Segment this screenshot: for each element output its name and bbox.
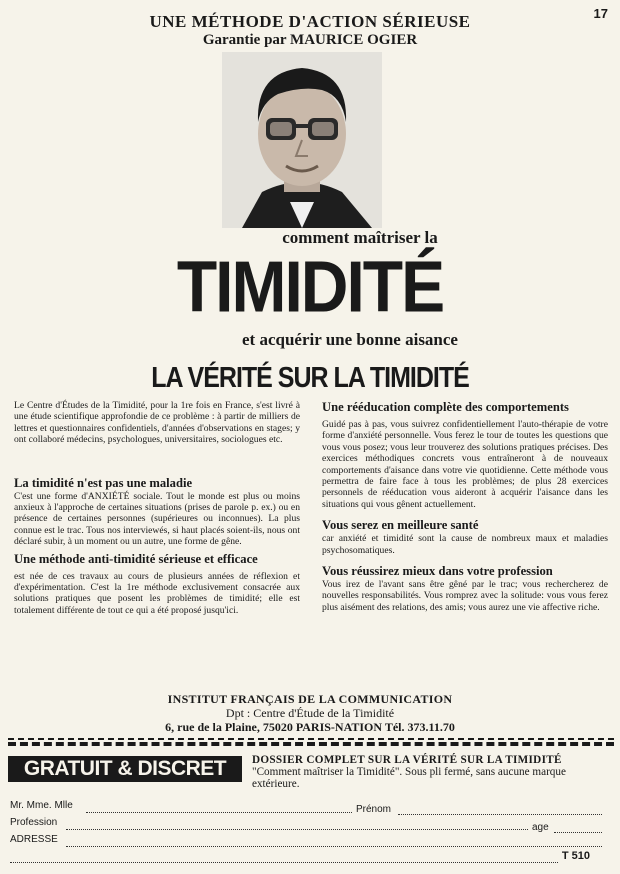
right-column xyxy=(322,400,608,613)
heading-method: Une méthode anti-timidité sérieuse et efficace xyxy=(14,551,258,566)
name-field[interactable] xyxy=(86,812,352,813)
institute-name: INSTITUT FRANÇAIS DE LA COMMUNICATION xyxy=(167,692,453,706)
paragraph-health: car anxiété et timidité sont la cause de nombreux maux et maladies psychosomatiques. xyxy=(322,533,608,556)
address-field[interactable] xyxy=(66,846,602,847)
header-line-1: UNE MÉTHODE D'ACTION SÉRIEUSE xyxy=(149,12,471,31)
label-profession: Profession xyxy=(10,817,58,828)
paragraph-not-disease: C'est une forme d'ANXIÉTÉ sociale. Tout le monde est plus ou moins anxieux à l'approche de certaines situations (prises de parole p. ex.) ou en présence de certaines personnes (supérieures ou inconnues). La plus connue est le trac. Tous nos interviewés, si haut placés soient-ils, nous ont déclaré subir, à un moment ou un autre, une forme de gêne. xyxy=(14,490,300,548)
paragraph-method: est née de ces travaux au cours de plusieurs années de réflexion et d'expérimentation. C'est la 1re méthode exclusivement consacrée aux solutions pratiques que posent les problèmes de timidité; elle est totalement différente de tout ce qui a été proposé jusqu'ici. xyxy=(14,570,300,616)
heading-not-disease: La timidité n'est pas une maladie xyxy=(14,475,193,490)
heading-reeducation: Une rééducation complète des comportements xyxy=(322,400,569,414)
prenom-field[interactable] xyxy=(398,814,602,815)
coupon-code: T 510 xyxy=(561,850,590,862)
label-adresse: ADRESSE xyxy=(10,834,58,845)
label-prenom: Prénom xyxy=(356,804,392,815)
institute-block xyxy=(0,692,620,734)
institute-address: 6, rue de la Plaine, 75020 PARIS-NATION Tél. 373.11.70 xyxy=(165,720,455,734)
gratuit-discret-badge: GRATUIT & DISCRET xyxy=(8,756,242,782)
address-field-line-2[interactable] xyxy=(10,862,558,863)
offer-description: "Comment maîtriser la Timidité". Sous pli fermé, sans aucune marque extérieure. xyxy=(252,766,566,791)
profession-field[interactable] xyxy=(66,829,528,830)
label-name: Mr. Mme. Mlle xyxy=(10,800,73,811)
coupon-cut-line xyxy=(8,742,614,746)
title-suffix: et acquérir une bonne aisance xyxy=(242,330,458,349)
intro-paragraph: Le Centre d'Études de la Timidité, pour la 1re fois en France, s'est livré à une étude scientifique approfondie de ce problème : à partir de milliers de lettres et questionnaires confidentiels, d'années d'observations en stages; y ont collaboré médecins, psychologues, universitaires, sociologues etc. xyxy=(14,400,300,446)
portrait-illustration xyxy=(222,52,382,228)
offer-text xyxy=(252,754,612,791)
page-number: 17 xyxy=(593,6,608,21)
heading-profession: Vous réussirez mieux dans votre profession xyxy=(322,564,553,579)
portrait-photo xyxy=(222,52,382,228)
paragraph-profession: Vous irez de l'avant sans être gêné par le trac; vous rechercherez de nouvelles responsabilités. Vous romprez avec la solitude: vous vous ferez plus aisément des relations, des amis; vous aurez une vie affective riche. xyxy=(322,579,608,613)
section-title: LA VÉRITÉ SUR LA TIMIDITÉ xyxy=(151,361,469,395)
heading-health: Vous serez en meilleure santé xyxy=(322,518,479,533)
offer-title: DOSSIER COMPLET SUR LA VÉRITÉ SUR LA TIMIDITÉ xyxy=(252,754,562,766)
main-title: TIMIDITÉ xyxy=(176,245,444,327)
coupon-cut-line-top xyxy=(8,738,614,740)
label-age: age xyxy=(532,822,549,833)
age-field[interactable] xyxy=(554,832,602,833)
institute-department: Dpt : Centre d'Étude de la Timidité xyxy=(225,706,395,720)
left-column xyxy=(14,400,300,616)
paragraph-reeducation: Guidé pas à pas, vous suivrez confidentiellement l'auto-thérapie de votre forme d'anxiété personnelle. Vous ferez le tour de toutes les questions que vous vous posez; vous leur trouverez des solutions pratiques précises. Des exercices méthodiques concrets vous entraîneront à de nouveaux comportements d'aisance dans votre vie quotidienne. Cette méthode vous permettra de faire face à tous les problèmes; de plus 28 exercices personnels de rééducation vous aideront à acquérir l'aisance dans les situations qui vous gênent actuellement. xyxy=(322,419,608,510)
title-prefix: comment maîtriser la xyxy=(282,228,438,247)
header-line-2: Garantie par MAURICE OGIER xyxy=(202,32,418,48)
